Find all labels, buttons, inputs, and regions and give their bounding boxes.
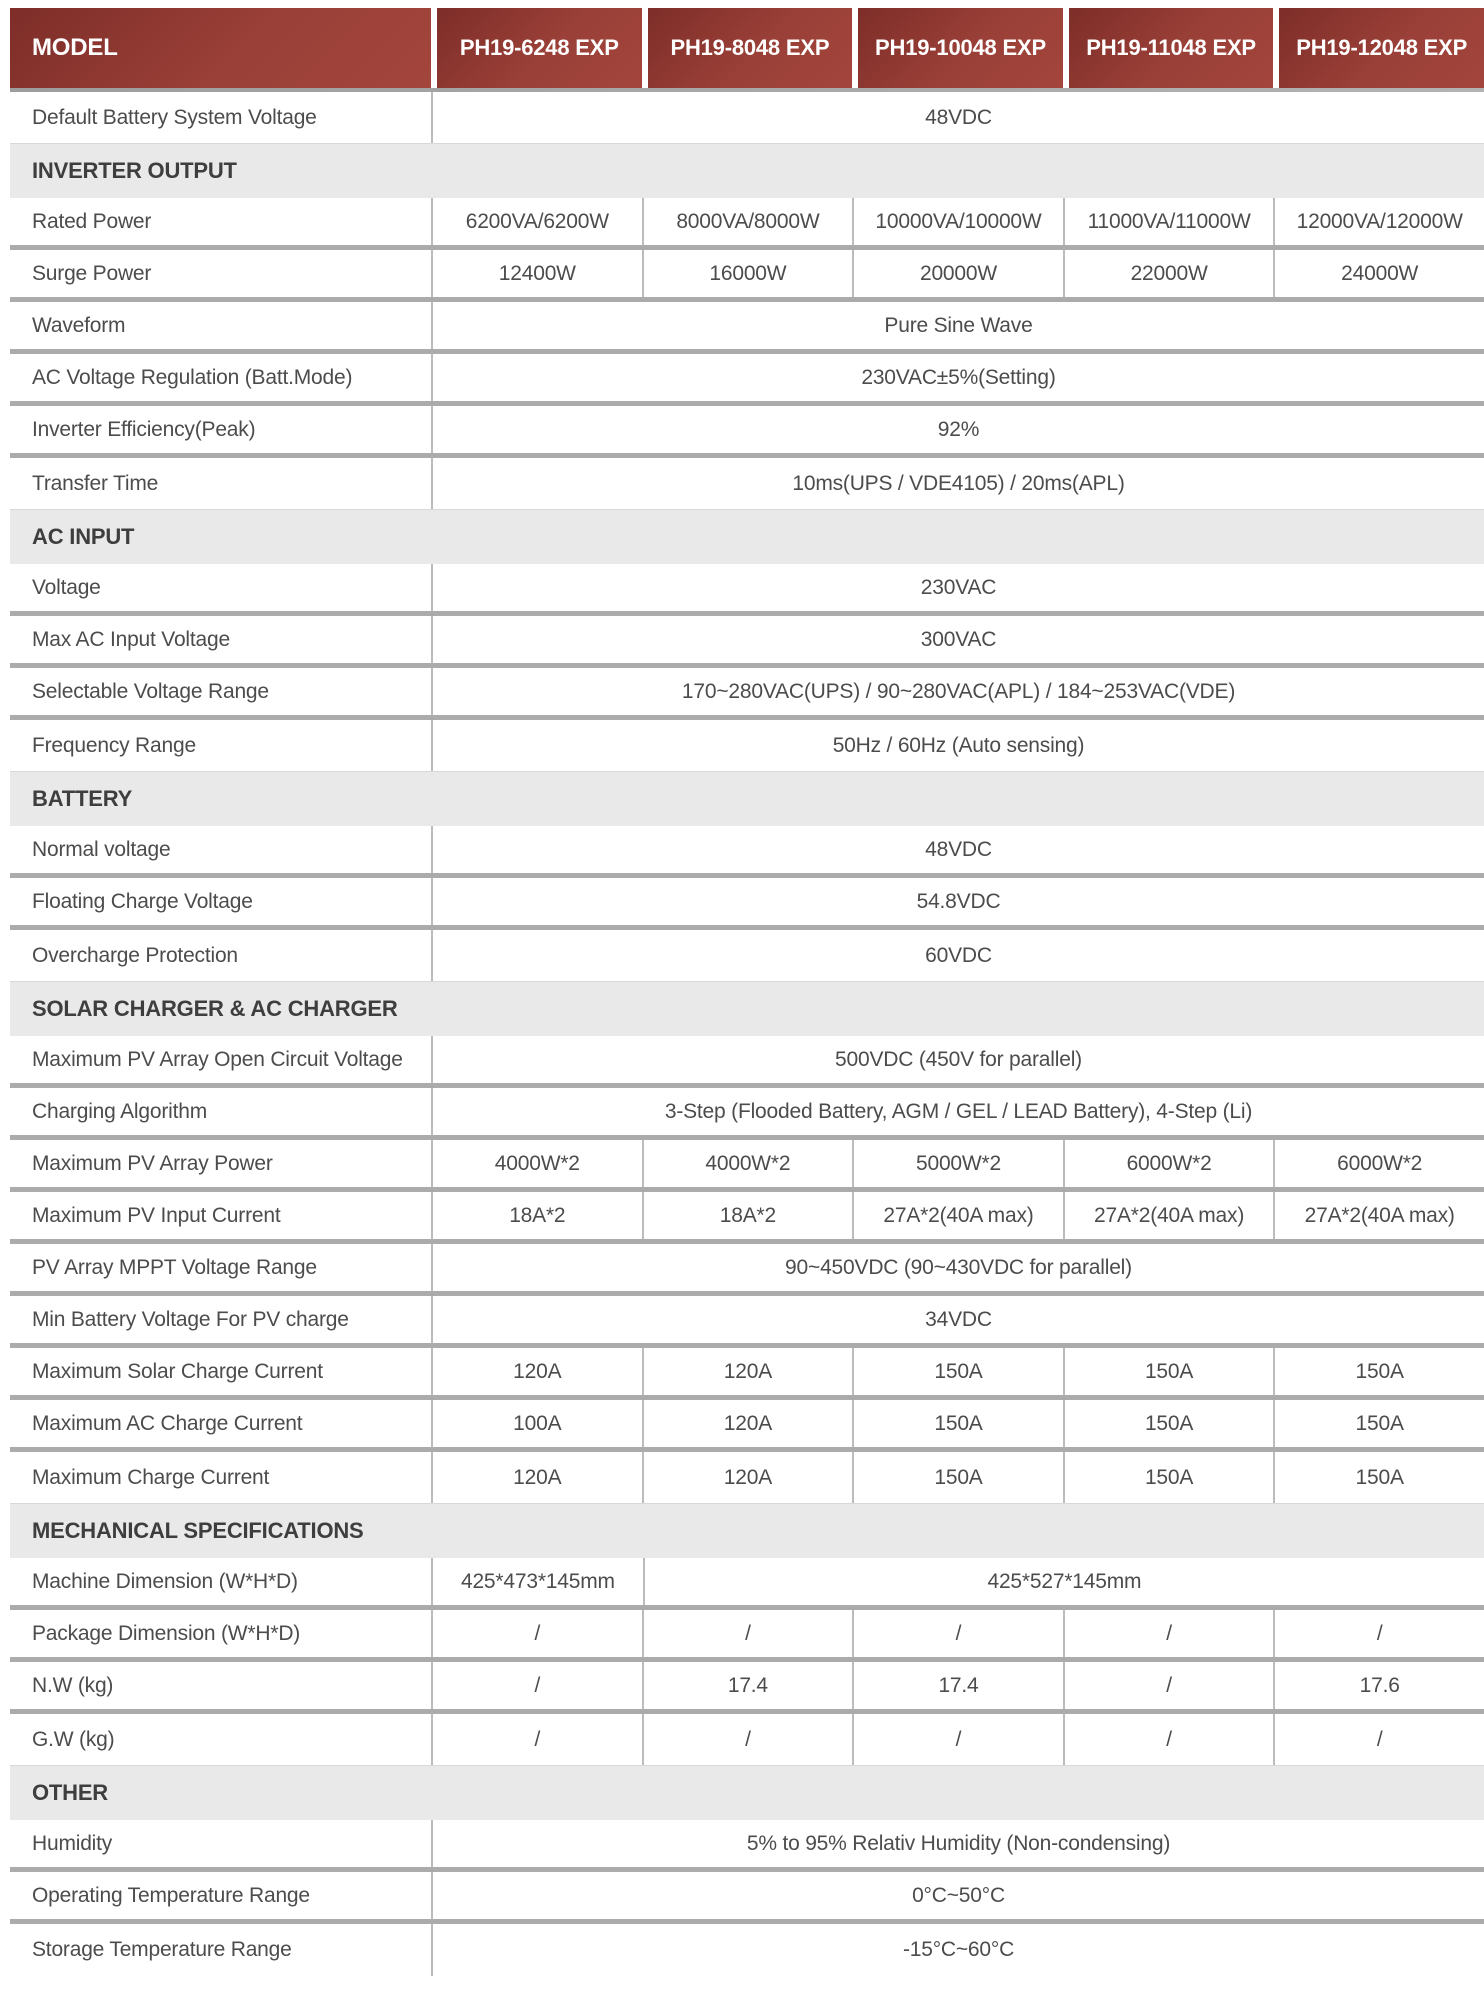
spec-label: Operating Temperature Range bbox=[32, 1883, 310, 1907]
spec-value: 120A bbox=[642, 1452, 853, 1503]
spec-value: 17.4 bbox=[852, 1662, 1063, 1709]
spec-value: / bbox=[1063, 1714, 1274, 1765]
spec-label: AC Voltage Regulation (Batt.Mode) bbox=[32, 365, 353, 389]
spec-value: / bbox=[1273, 1714, 1484, 1765]
table-row bbox=[10, 92, 1484, 144]
table-row bbox=[10, 250, 1484, 302]
section-title: SOLAR CHARGER & AC CHARGER bbox=[32, 996, 398, 1021]
spec-value: 8000VA/8000W bbox=[642, 198, 853, 245]
spec-value: 60VDC bbox=[431, 930, 1484, 981]
spec-value: 5000W*2 bbox=[852, 1140, 1063, 1187]
spec-label: Maximum Solar Charge Current bbox=[32, 1359, 323, 1383]
table-row bbox=[10, 616, 1484, 668]
spec-value: 150A bbox=[1273, 1400, 1484, 1447]
spec-label: Normal voltage bbox=[32, 837, 171, 861]
spec-value: / bbox=[431, 1714, 642, 1765]
spec-value: 120A bbox=[431, 1348, 642, 1395]
table-row bbox=[10, 564, 1484, 616]
header-cell-model-2 bbox=[648, 8, 853, 88]
spec-value: 150A bbox=[1273, 1452, 1484, 1503]
table-row bbox=[10, 668, 1484, 720]
table-row bbox=[10, 1714, 1484, 1766]
section-title: BATTERY bbox=[32, 786, 133, 811]
spec-value: Pure Sine Wave bbox=[431, 302, 1484, 349]
spec-value: 17.6 bbox=[1273, 1662, 1484, 1709]
spec-value: 230VAC bbox=[431, 564, 1484, 611]
spec-label: Overcharge Protection bbox=[32, 943, 238, 967]
header-cell-model-3 bbox=[858, 8, 1063, 88]
table-row bbox=[10, 1558, 1484, 1610]
section-header bbox=[10, 1766, 1484, 1820]
spec-label: Package Dimension (W*H*D) bbox=[32, 1621, 301, 1645]
section-header bbox=[10, 144, 1484, 198]
header-model-label: MODEL bbox=[32, 34, 118, 61]
table-row bbox=[10, 1610, 1484, 1662]
table-row bbox=[10, 930, 1484, 982]
spec-label: Rated Power bbox=[32, 209, 152, 233]
table-row bbox=[10, 406, 1484, 458]
section-title: OTHER bbox=[32, 1780, 109, 1805]
spec-value: 500VDC (450V for parallel) bbox=[431, 1036, 1484, 1083]
spec-value: 150A bbox=[852, 1348, 1063, 1395]
spec-value: 27A*2(40A max) bbox=[1273, 1192, 1484, 1239]
spec-value: -15°C~60°C bbox=[431, 1924, 1484, 1976]
spec-value: / bbox=[852, 1610, 1063, 1657]
spec-value: 24000W bbox=[1273, 250, 1484, 297]
spec-value: 27A*2(40A max) bbox=[1063, 1192, 1274, 1239]
section-header bbox=[10, 510, 1484, 564]
spec-value: / bbox=[1063, 1610, 1274, 1657]
spec-value: 50Hz / 60Hz (Auto sensing) bbox=[431, 720, 1484, 771]
spec-value: 150A bbox=[1273, 1348, 1484, 1395]
spec-value: 12000VA/12000W bbox=[1273, 198, 1484, 245]
spec-value: 20000W bbox=[852, 250, 1063, 297]
spec-label: Default Battery System Voltage bbox=[32, 105, 317, 129]
model-name: PH19-11048 EXP bbox=[1086, 35, 1256, 60]
spec-value: 120A bbox=[642, 1348, 853, 1395]
table-row bbox=[10, 1400, 1484, 1452]
spec-value: 150A bbox=[1063, 1452, 1274, 1503]
model-name: PH19-12048 EXP bbox=[1296, 35, 1468, 60]
spec-label: Max AC Input Voltage bbox=[32, 627, 230, 651]
spec-value: 100A bbox=[431, 1400, 642, 1447]
spec-value: 425*527*145mm bbox=[643, 1558, 1484, 1605]
spec-value: / bbox=[431, 1662, 642, 1709]
spec-label: Charging Algorithm bbox=[32, 1099, 207, 1123]
table-header-row bbox=[10, 8, 1484, 88]
spec-value: 54.8VDC bbox=[431, 878, 1484, 925]
spec-value: 48VDC bbox=[431, 92, 1484, 143]
spec-label: Inverter Efficiency(Peak) bbox=[32, 417, 256, 441]
spec-label: Maximum Charge Current bbox=[32, 1465, 270, 1489]
table-row bbox=[10, 1348, 1484, 1400]
model-name: PH19-6248 EXP bbox=[459, 35, 619, 60]
table-row bbox=[10, 1296, 1484, 1348]
table-row bbox=[10, 354, 1484, 406]
section-title: AC INPUT bbox=[32, 524, 135, 549]
table-row bbox=[10, 878, 1484, 930]
spec-value: 4000W*2 bbox=[642, 1140, 853, 1187]
table-row bbox=[10, 1088, 1484, 1140]
spec-value: 92% bbox=[431, 406, 1484, 453]
spec-value: / bbox=[642, 1610, 853, 1657]
spec-value: 5% to 95% Relativ Humidity (Non-condensing) bbox=[431, 1820, 1484, 1867]
spec-label: Waveform bbox=[32, 313, 126, 337]
spec-label: Maximum PV Array Power bbox=[32, 1151, 273, 1175]
spec-value: 12400W bbox=[431, 250, 642, 297]
spec-value: 18A*2 bbox=[642, 1192, 853, 1239]
spec-value: 10000VA/10000W bbox=[852, 198, 1063, 245]
header-model-cell bbox=[10, 8, 431, 88]
section-title: INVERTER OUTPUT bbox=[32, 158, 237, 183]
table-row bbox=[10, 1036, 1484, 1088]
spec-value: 150A bbox=[852, 1400, 1063, 1447]
table-row bbox=[10, 1452, 1484, 1504]
spec-table-body bbox=[10, 92, 1484, 1976]
spec-label: Voltage bbox=[32, 575, 101, 599]
section-header bbox=[10, 772, 1484, 826]
spec-value: 18A*2 bbox=[431, 1192, 642, 1239]
spec-label: N.W (kg) bbox=[32, 1673, 114, 1697]
spec-label: Floating Charge Voltage bbox=[32, 889, 253, 913]
spec-value: / bbox=[1273, 1610, 1484, 1657]
spec-value: 120A bbox=[642, 1400, 853, 1447]
spec-value: 6200VA/6200W bbox=[431, 198, 642, 245]
section-header bbox=[10, 1504, 1484, 1558]
spec-value: 10ms(UPS / VDE4105) / 20ms(APL) bbox=[431, 458, 1484, 509]
table-row bbox=[10, 198, 1484, 250]
spec-label: Selectable Voltage Range bbox=[32, 679, 269, 703]
spec-value: 425*473*145mm bbox=[431, 1558, 643, 1605]
spec-value: / bbox=[642, 1714, 853, 1765]
spec-value: 48VDC bbox=[431, 826, 1484, 873]
spec-value: 120A bbox=[431, 1452, 642, 1503]
spec-value: / bbox=[852, 1714, 1063, 1765]
header-cell-model-1 bbox=[437, 8, 642, 88]
header-cell-model-5 bbox=[1279, 8, 1484, 88]
spec-value: 16000W bbox=[642, 250, 853, 297]
table-row bbox=[10, 1820, 1484, 1872]
spec-value: 3-Step (Flooded Battery, AGM / GEL / LEAD Battery), 4-Step (Li) bbox=[431, 1088, 1484, 1135]
spec-value: 34VDC bbox=[431, 1296, 1484, 1343]
section-header bbox=[10, 982, 1484, 1036]
spec-label: Humidity bbox=[32, 1831, 113, 1855]
spec-value: / bbox=[1063, 1662, 1274, 1709]
spec-value: 6000W*2 bbox=[1273, 1140, 1484, 1187]
spec-value: / bbox=[431, 1610, 642, 1657]
spec-label: Min Battery Voltage For PV charge bbox=[32, 1307, 349, 1331]
table-row bbox=[10, 1244, 1484, 1296]
model-name: PH19-8048 EXP bbox=[670, 35, 830, 60]
spec-value: 17.4 bbox=[642, 1662, 853, 1709]
section-title: MECHANICAL SPECIFICATIONS bbox=[32, 1518, 364, 1543]
spec-value: 27A*2(40A max) bbox=[852, 1192, 1063, 1239]
table-row bbox=[10, 1140, 1484, 1192]
spec-label: Maximum PV Input Current bbox=[32, 1203, 281, 1227]
table-row bbox=[10, 1192, 1484, 1244]
spec-label: Maximum AC Charge Current bbox=[32, 1411, 303, 1435]
spec-label: Storage Temperature Range bbox=[32, 1938, 292, 1961]
table-row bbox=[10, 1662, 1484, 1714]
table-row bbox=[10, 1924, 1484, 1976]
table-row bbox=[10, 1872, 1484, 1924]
spec-value: 22000W bbox=[1063, 250, 1274, 297]
spec-value: 300VAC bbox=[431, 616, 1484, 663]
spec-label: Surge Power bbox=[32, 261, 152, 285]
spec-label: Maximum PV Array Open Circuit Voltage bbox=[32, 1047, 403, 1071]
table-row bbox=[10, 720, 1484, 772]
spec-label: Transfer Time bbox=[32, 471, 159, 495]
spec-value: 150A bbox=[852, 1452, 1063, 1503]
spec-value: 90~450VDC (90~430VDC for parallel) bbox=[431, 1244, 1484, 1291]
spec-value: 6000W*2 bbox=[1063, 1140, 1274, 1187]
spec-value: 170~280VAC(UPS) / 90~280VAC(APL) / 184~253VAC(VDE) bbox=[431, 668, 1484, 715]
spec-value: 4000W*2 bbox=[431, 1140, 642, 1187]
table-row bbox=[10, 458, 1484, 510]
model-name: PH19-10048 EXP bbox=[875, 35, 1046, 60]
spec-value: 11000VA/11000W bbox=[1063, 198, 1274, 245]
spec-label: G.W (kg) bbox=[32, 1727, 115, 1751]
spec-label: Frequency Range bbox=[32, 733, 196, 757]
spec-label: PV Array MPPT Voltage Range bbox=[32, 1255, 317, 1279]
spec-value: 0°C~50°C bbox=[431, 1872, 1484, 1919]
spec-value: 150A bbox=[1063, 1348, 1274, 1395]
spec-value: 230VAC±5%(Setting) bbox=[431, 354, 1484, 401]
spec-value: 150A bbox=[1063, 1400, 1274, 1447]
table-row bbox=[10, 826, 1484, 878]
table-row bbox=[10, 302, 1484, 354]
header-cell-model-4 bbox=[1069, 8, 1274, 88]
spec-label: Machine Dimension (W*H*D) bbox=[32, 1569, 298, 1593]
